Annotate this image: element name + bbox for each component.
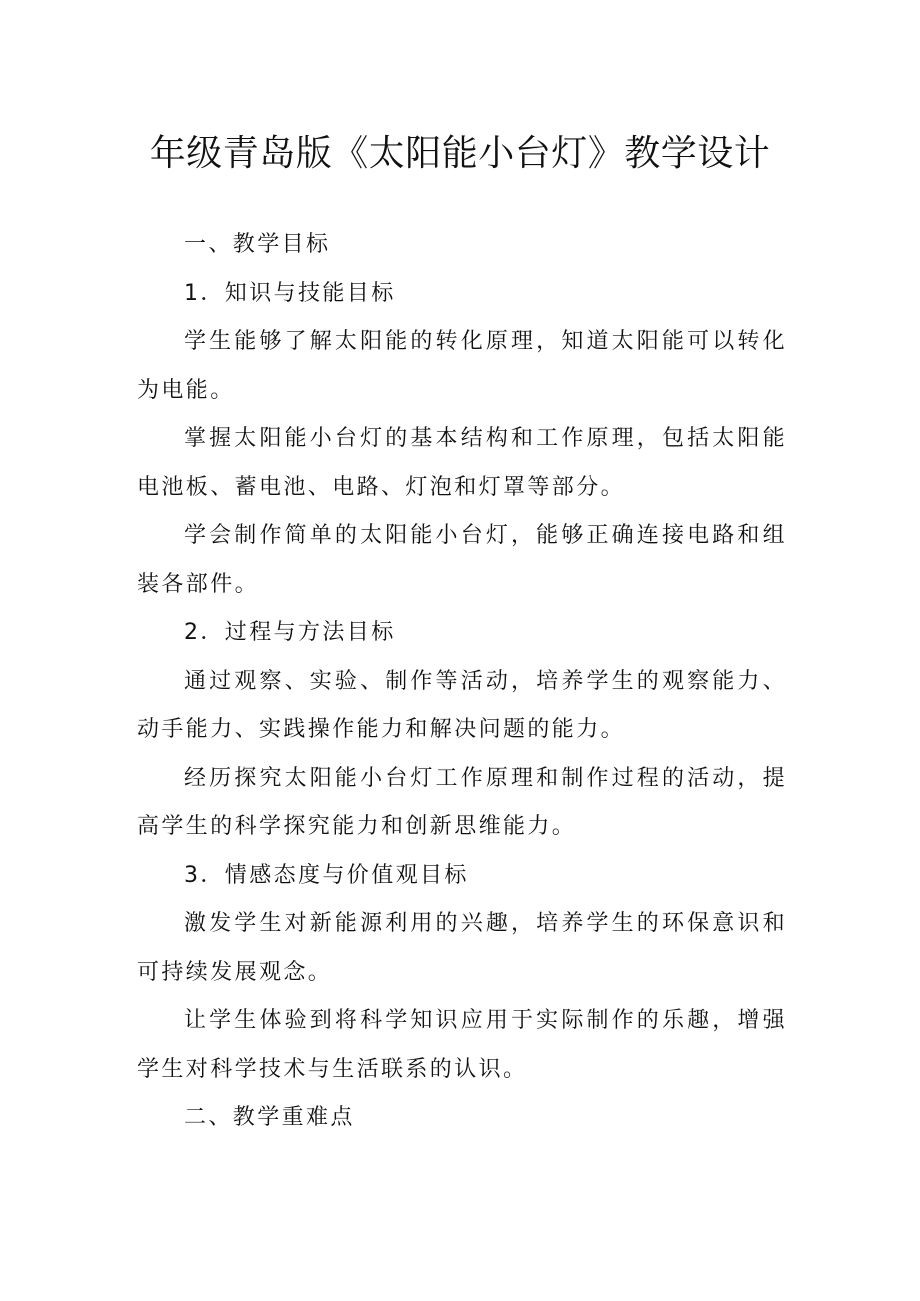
section-heading-key-difficult-points: 二、教学重难点 bbox=[184, 1105, 355, 1130]
paragraph: 掌握太阳能小台灯的基本结构和工作原理，包括太阳能电池板、蓄电池、电路、灯泡和灯罩等部分。 bbox=[137, 426, 787, 500]
subheading-attitudes-values: 3．情感态度与价值观目标 bbox=[184, 862, 469, 888]
subheading-process-methods: 2．过程与方法目标 bbox=[184, 620, 396, 645]
paragraph: 经历探究太阳能小台灯工作原理和制作过程的活动，提高学生的科学探究能力和创新思维能力。 bbox=[137, 765, 787, 839]
section-heading-objectives: 一、教学目标 bbox=[184, 232, 331, 257]
paragraph: 通过观察、实验、制作等活动，培养学生的观察能力、动手能力、实践操作能力和解决问题的能力。 bbox=[137, 668, 787, 742]
paragraph: 激发学生对新能源利用的兴趣，培养学生的环保意识和可持续发展观念。 bbox=[137, 911, 787, 985]
subheading-knowledge-skills: 1．知识与技能目标 bbox=[184, 280, 396, 306]
paragraph: 学生能够了解太阳能的转化原理，知道太阳能可以转化为电能。 bbox=[137, 329, 787, 403]
document-body bbox=[137, 221, 787, 1143]
paragraph: 让学生体验到将科学知识应用于实际制作的乐趣，增强学生对科学技术与生活联系的认识。 bbox=[137, 1008, 787, 1082]
document-title: 年级青岛版《太阳能小台灯》教学设计 bbox=[149, 133, 771, 174]
paragraph: 学会制作简单的太阳能小台灯，能够正确连接电路和组装各部件。 bbox=[137, 523, 787, 597]
